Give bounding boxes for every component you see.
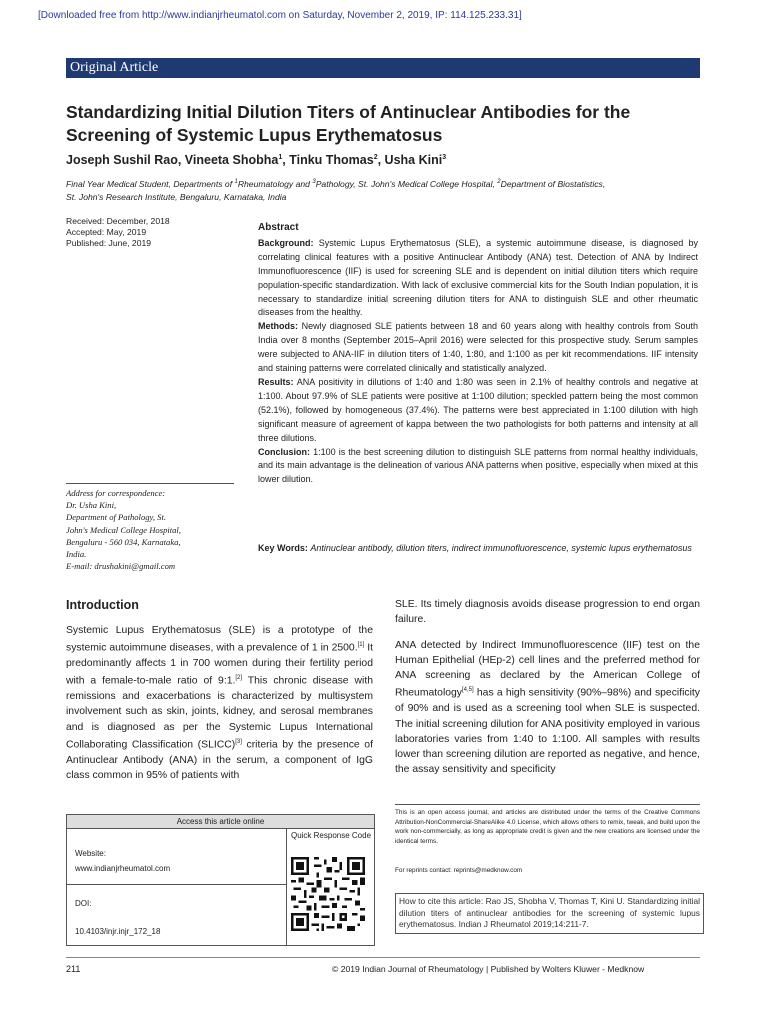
abstract-methods <box>258 320 698 376</box>
abstract-conclusion <box>258 446 698 488</box>
abstract-results <box>258 376 698 446</box>
doi-value[interactable]: 10.4103/injr.injr_172_18 <box>75 927 161 936</box>
corr-line: India. <box>66 549 87 560</box>
corr-heading: Address for correspondence: <box>66 488 166 498</box>
citation-ref[interactable]: [1] <box>357 642 365 649</box>
how-to-cite-box: How to cite this article: Rao JS, Shobha V, Thomas T, Kini U. Standardizing initial dilution titers of antinuclear antibodies for the screening of systemic lupus erythematosus. Indian J Rheumatol 2019;14:211-7. <box>395 893 704 934</box>
author-sup-1: 1 <box>278 153 283 161</box>
affil-text: St. John's Research Institute, Bengaluru, Karnataka, India <box>66 191 287 202</box>
corr-email[interactable]: E-mail: drushakini@gmail.com <box>66 561 176 572</box>
divider <box>286 828 287 945</box>
body-text: criteria by the presence of Antinuclear Antibody (ANA) in the serum, a component of IgG class common in 95% of patients with <box>66 739 373 782</box>
body-text: This chronic disease with remissions and exacerbations is characterized by multisystem involvement such as skin, joints, kidney, and serosal membranes and is diagnosed as per the Systemic Lupus International Collaborating Classification (SLICC) <box>66 675 373 751</box>
qr-label: Quick Response Code <box>290 831 372 840</box>
divider <box>67 884 286 885</box>
body-text: has a high sensitivity (90%–98%) and specificity of 90% and is used as a screening tool when SLE is suspected. The initial screening dilution for ANA positivity employed in various laboratories varies from 1:40 to 1:100. All samples with results lower than screening dilution are reported as negative, and hence, the assay sensitivity and specificity <box>395 687 700 776</box>
author-2: , Tinku Thomas <box>282 153 374 167</box>
body-text: Systemic Lupus Erythematosus (SLE) is a prototype of the systemic autoimmune diseases, with a prevalence of 1 in 2500. <box>66 625 373 654</box>
author-3: , Usha Kini <box>377 153 443 167</box>
keywords-text: Antinuclear antibody, dilution titers, indirect immunofluorescence, systemic lupus erythematosus <box>310 543 692 553</box>
affil-text: Final Year Medical Student, Departments of <box>66 178 235 189</box>
website-label: Website: <box>75 849 106 858</box>
author-sup-2: 2 <box>373 153 378 161</box>
section-label-bar <box>66 58 700 78</box>
doi-label: DOI: <box>75 899 92 908</box>
correspondence-address <box>66 483 234 572</box>
section-label: Original Article <box>70 60 159 75</box>
website-link[interactable]: www.indianjrheumatol.com <box>75 864 171 873</box>
affil-text: Pathology, St. John's Medical College Hospital, <box>315 178 498 189</box>
abstract-label: Conclusion: <box>258 446 310 457</box>
article-dates <box>66 216 170 249</box>
abstract-label: Background: <box>258 237 314 248</box>
affil-sup: 2 <box>497 179 501 185</box>
citation-ref[interactable]: [2] <box>235 675 243 682</box>
body-text: It predominantly affects 1 in 700 women during their fertility period with a female-to-male ratio of 9:1. <box>66 642 373 687</box>
access-online-box <box>66 814 375 946</box>
affil-sup: 3 <box>312 179 316 185</box>
abstract-text: 1:100 is the best screening dilution to distinguish SLE patterns from normal healthy individuals, and its main advantage is the delineation of various ANA patterns when positive, especially when mixed at this lower dilution. <box>258 446 698 485</box>
abstract-background <box>258 237 698 320</box>
author-list <box>66 153 446 167</box>
introduction-right-column <box>395 597 700 788</box>
corr-line: Bengaluru - 560 034, Karnataka, <box>66 536 181 547</box>
author-1: Joseph Sushil Rao, Vineeta Shobha <box>66 153 279 167</box>
body-paragraph: SLE. Its timely diagnosis avoids disease progression to end organ failure. <box>395 599 700 626</box>
introduction-heading: Introduction <box>66 598 139 612</box>
body-text: ANA detected by Indirect Immunofluorescence (IIF) test on the Human Epithelial (HEp-2) cell lines and the preferred method for ANA screening as declared by the American College of Rheumatology <box>395 639 700 699</box>
corr-line: Department of Pathology, St. <box>66 512 167 523</box>
affil-text: Rheumatology and <box>237 178 313 189</box>
license-notice: This is an open access journal, and articles are distributed under the terms of the Creative Commons Attribution-NonCommercial-ShareAlike 4.0 License, which allows others to remix, tweak, and build upon the work non-commercially, as long as appropriate credit is given and the new creations are licensed under the identical terms. <box>395 804 700 846</box>
access-heading: Access this article online <box>67 815 374 829</box>
publisher-footer: © 2019 Indian Journal of Rheumatology | Published by Wolters Kluwer - Medknow <box>332 964 645 974</box>
citation-ref[interactable]: [3] <box>235 739 242 746</box>
affiliations <box>66 176 706 204</box>
abstract-text: ANA positivity in dilutions of 1:40 and 1:80 was seen in 2.1% of healthy controls and negative at 1:100. About 97.9% of SLE patients were positive at 1:100 dilution; speckled pattern being the most common (52.1%), followed by homogeneous (37.4%). The patterns were best appreciated in 1:100 dilution with high significant measure of agreement of kappa between the two pathologists for both patterns and intensity at all three dilutions. <box>258 376 698 443</box>
abstract-label: Methods: <box>258 321 298 332</box>
qr-code-icon[interactable] <box>291 857 365 931</box>
keywords-label: Key Words: <box>258 543 308 553</box>
abstract-text: Systemic Lupus Erythematosus (SLE), a systemic autoimmune disease, is diagnosed by correlating clinical features with a positive Antinuclear Antibody (ANA) test. Detection of ANA by Indirect Immunofluorescence (IIF) is used for screening SLE and is dependent on initial dilution titers which require population-specific standardization. With lack of exclusive commercial kits for the South Indian population, it is necessary to standardize initial screening dilution titers for ANA to distinguish SLE and other rheumatic diseases from the healthy. <box>258 237 698 318</box>
abstract-heading: Abstract <box>258 222 299 233</box>
affil-text: Department of Biostatistics, <box>500 178 606 189</box>
reprints-contact: For reprints contact: reprints@medknow.com <box>395 867 523 874</box>
affil-sup: 1 <box>234 179 238 185</box>
abstract-label: Results: <box>258 376 294 387</box>
download-banner: [Downloaded free from http://www.indianjrheumatol.com on Saturday, November 2, 2019, IP: 114.125.233.31] <box>38 10 522 21</box>
body-paragraph <box>395 638 700 778</box>
date-published: Published: June, 2019 <box>66 238 152 248</box>
page-number: 211 <box>66 964 81 974</box>
author-sup-3: 3 <box>442 153 447 161</box>
abstract-text: Newly diagnosed SLE patients between 18 and 60 years along with healthy controls from South India over 8 months (September 2015–April 2016) were selected for this prospective study. Serum samples were subjected to ANA-IIF in dilution titers of 1:40, 1:80, and 1:100 as per kit recommendations. IIF intensity and staining patterns were correlated clinically and statistically analyzed. <box>258 321 698 374</box>
date-accepted: Accepted: May, 2019 <box>66 227 147 237</box>
corr-name: Dr. Usha Kini, <box>66 500 117 511</box>
keywords <box>258 542 698 556</box>
citation-ref[interactable]: [4,5] <box>462 687 474 694</box>
corr-line: John's Medical College Hospital, <box>66 524 181 535</box>
article-title: Standardizing Initial Dilution Titers of Antinuclear Antibodies for the Screening of Systemic Lupus Erythematosus <box>66 102 631 145</box>
abstract <box>258 221 698 487</box>
introduction-left-column <box>66 623 373 783</box>
date-received: Received: December, 2018 <box>66 216 170 226</box>
footer-divider <box>66 957 700 958</box>
